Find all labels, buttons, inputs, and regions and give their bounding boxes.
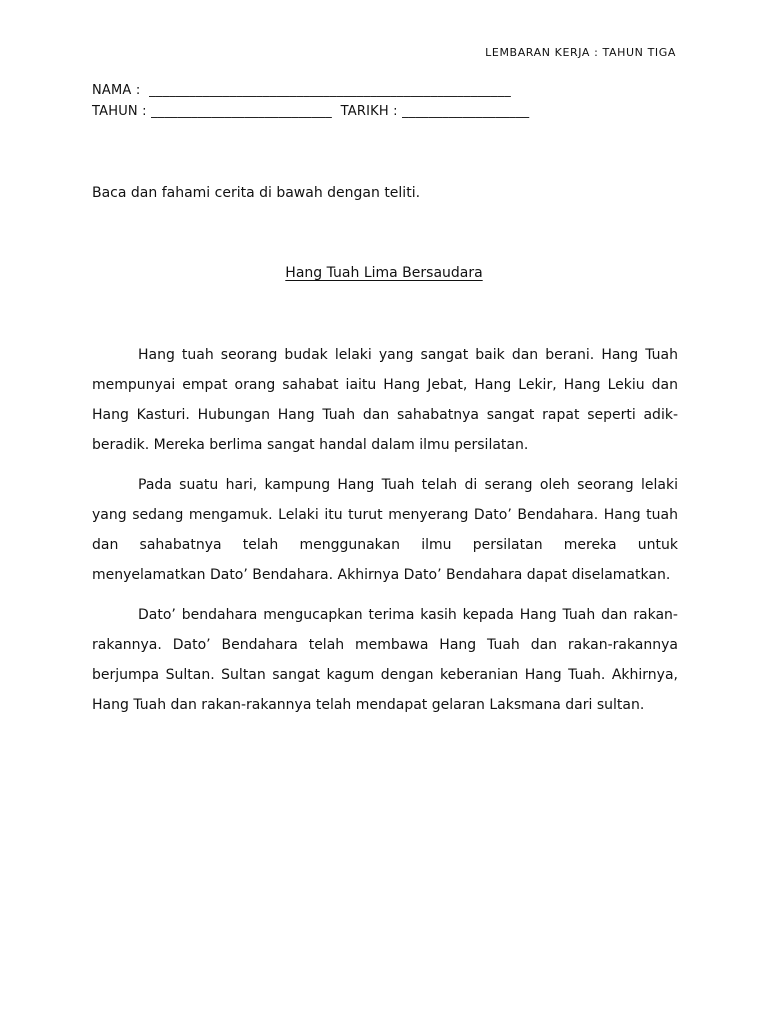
story-paragraph-2: Pada suatu hari, kampung Hang Tuah telah di serang oleh seorang lelaki yang sedang mengamuk. Lelaki itu turut menyerang Dato’ Bendahara. Hang tuah dan sahabatnya telah menggunakan ilmu persilatan mereka untuk menyelamatkan Dato’ Bendahara. Akhirnya Dato’ Bendahara dapat diselamatkan. [92, 477, 678, 583]
story-title-wrapper [0, 265, 768, 281]
nama-field-line: NAMA : ______________________________________________________ [92, 83, 511, 98]
story-body [92, 340, 678, 730]
tahun-tarikh-field-line: TAHUN : ___________________________ TARIKH : ___________________ [92, 104, 530, 119]
story-paragraph-1: Hang tuah seorang budak lelaki yang sangat baik dan berani. Hang Tuah mempunyai empat orang sahabat iaitu Hang Jebat, Hang Lekir, Hang Lekiu dan Hang Kasturi. Hubungan Hang Tuah dan sahabatnya sangat rapat seperti adik-beradik. Mereka berlima sangat handal dalam ilmu persilatan. [92, 347, 678, 453]
worksheet-header-label: LEMBARAN KERJA : TAHUN TIGA [485, 46, 676, 59]
story-paragraph-3: Dato’ bendahara mengucapkan terima kasih kepada Hang Tuah dan rakan-rakannya. Dato’ Bendahara telah membawa Hang Tuah dan rakan-rakannya berjumpa Sultan. Sultan sangat kagum dengan keberanian Hang Tuah. Akhirnya, Hang Tuah dan rakan-rakannya telah mendapat gelaran Laksmana dari sultan. [92, 607, 678, 713]
reading-instruction: Baca dan fahami cerita di bawah dengan teliti. [92, 185, 421, 201]
story-title: Hang Tuah Lima Bersaudara [285, 265, 483, 281]
